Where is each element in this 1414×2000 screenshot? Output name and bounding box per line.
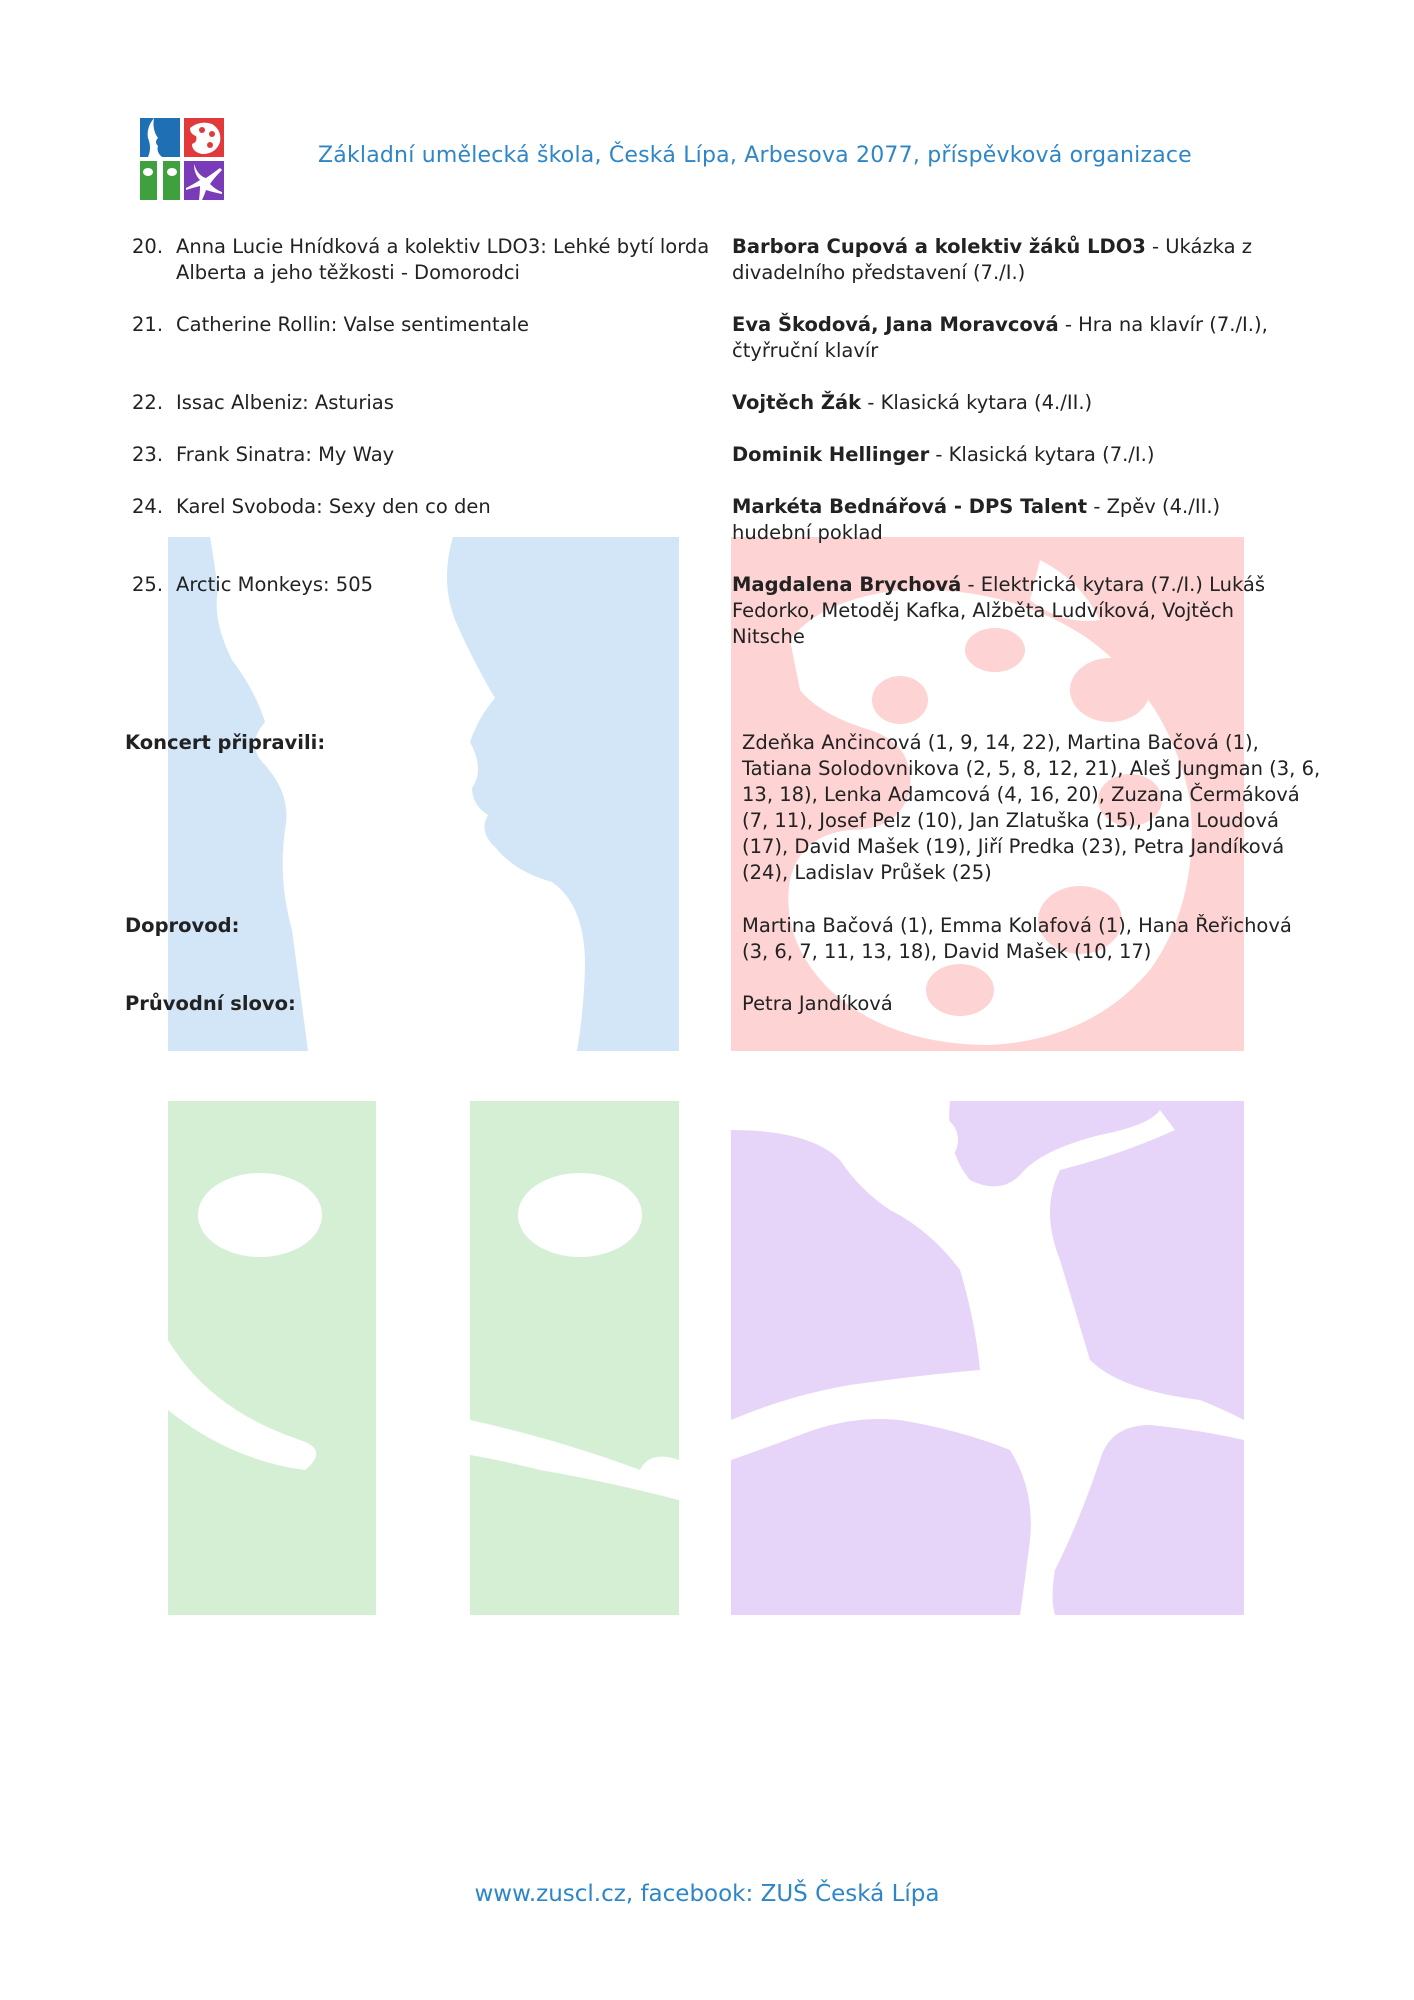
watermark-purple-dancer [731, 1101, 1244, 1615]
item-title: Catherine Rollin: Valse sentimentale [176, 313, 530, 336]
performer-detail: - Hra na klavír (7./I.), čtyřruční klavír [732, 313, 1268, 362]
item-performer [732, 494, 1292, 546]
performer-detail: - Klasická kytara (4./II.) [861, 391, 1093, 414]
credit-value: Petra Jandíková [742, 992, 893, 1015]
item-title: Frank Sinatra: My Way [176, 443, 395, 466]
performer-name: Dominik Hellinger [732, 443, 930, 466]
item-title: Issac Albeniz: Asturias [176, 391, 394, 414]
item-performer [732, 572, 1292, 650]
item-performer [732, 390, 1292, 416]
watermark-blue-profile [168, 537, 679, 1051]
item-performer [732, 234, 1292, 286]
school-logo [140, 118, 224, 200]
performer-name: Magdalena Brychová [732, 573, 962, 596]
item-number: 23. [132, 443, 164, 466]
logo-blue-quadrant [140, 118, 180, 157]
school-name: Základní umělecká škola, Česká Lípa, Arbesova 2077, příspěvková organizace [318, 143, 1192, 168]
credit-value: Zdeňka Ančincová (1, 9, 14, 22), Martina Bačová (1), Tatiana Solodovnikova (2, 5, 8, 12, 21), Aleš Jungman (3, 6, 13, 18), Lenka Adamcová (4, 16, 20), Zuzana Čermáková (7, 11), Josef Pelz (10), Jan Zlatuška (15), Jana Loudová (17), David Mašek (19), Jiří Predka (23), Petra Jandíková (24), Ladislav Průšek (25) [742, 731, 1321, 884]
performer-detail: - Zpěv (4./II.) hudební poklad [732, 495, 1221, 544]
item-title: Karel Svoboda: Sexy den co den [176, 495, 491, 518]
item-number: 21. [132, 313, 164, 336]
watermark-green-masks [168, 1101, 679, 1615]
credit-label: Průvodní slovo: [125, 992, 296, 1015]
item-number: 25. [132, 573, 164, 596]
credit-value: Martina Bačová (1), Emma Kolafová (1), Hana Řeřichová (3, 6, 7, 11, 13, 18), David Mašek (10, 17) [742, 914, 1292, 963]
footer-links: www.zuscl.cz, facebook: ZUŠ Česká Lípa [474, 1881, 940, 1907]
item-title: Arctic Monkeys: 505 [176, 573, 374, 596]
performer-detail: - Ukázka z divadelního představení (7./I.) [732, 235, 1253, 284]
item-number: 24. [132, 495, 164, 518]
credit-label: Koncert připravili: [125, 731, 326, 754]
item-performer [732, 312, 1292, 364]
item-title: Anna Lucie Hnídková a kolektiv LDO3: Lehké bytí lorda Alberta a jeho těžkosti - Domorodci [176, 235, 710, 284]
item-number: 20. [132, 235, 164, 258]
performer-name: Vojtěch Žák [732, 391, 862, 414]
performer-detail: - Klasická kytara (7./I.) [929, 443, 1155, 466]
performer-name: Markéta Bednářová - DPS Talent [732, 495, 1088, 518]
performer-name: Eva Škodová, Jana Moravcová [732, 313, 1059, 336]
performer-name: Barbora Cupová a kolektiv žáků LDO3 [732, 235, 1146, 258]
item-performer [732, 442, 1292, 468]
item-number: 22. [132, 391, 164, 414]
credit-label: Doprovod: [125, 914, 240, 937]
performer-detail: - Elektrická kytara (7./I.) Lukáš Fedorko, Metoděj Kafka, Alžběta Ludvíková, Vojtěch Nitsche [732, 573, 1266, 648]
